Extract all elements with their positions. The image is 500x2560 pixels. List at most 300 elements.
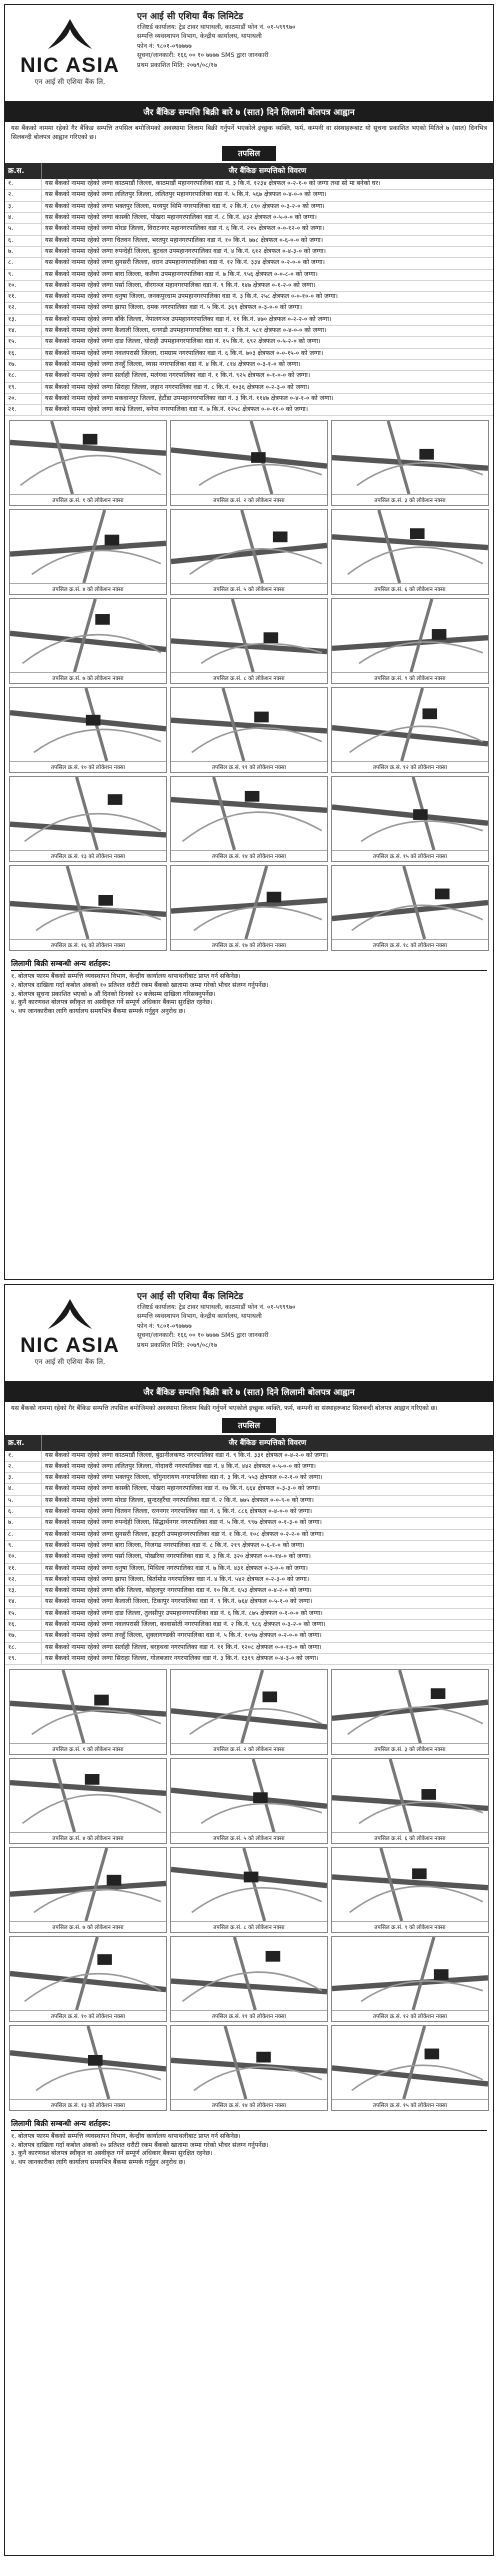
map-sketch — [10, 1848, 166, 1921]
property-marker-icon — [431, 1688, 446, 1699]
map-sketch — [10, 866, 166, 939]
column-header-description: जैर बैंकिङ सम्पत्तिको विवरण — [228, 1437, 307, 1447]
bank-logo-text: NIC ASIA — [20, 1334, 120, 1357]
row-description: यस बैंकको नाममा रहेको जग्गा सिराहा जिल्ला, गोलबजार नगरपालिका वडा नं. ३ कि.नं. १३१९ क्षेत्रफल ०-४-३-० को जग्गा। — [45, 1654, 319, 1662]
row-serial: १५. — [5, 1609, 42, 1619]
map-sketch — [332, 1759, 488, 1832]
row-serial: ७. — [5, 247, 42, 257]
row-serial: ४. — [5, 213, 42, 223]
property-marker-icon — [413, 810, 428, 821]
address-line: सूचना/जानकारी: १६६ ०० १० ७७७७ SMS द्वारा जानकारी — [137, 52, 269, 60]
row-serial: १३. — [5, 1586, 42, 1596]
table-row — [5, 224, 493, 235]
row-description: यस बैंकको नाममा रहेको जग्गा पर्सा जिल्ला, वीरगञ्ज महानगरपालिका वडा नं. ९ कि.नं. १४७ क्षेत्रफल ०-१-२-० को जग्गा। — [45, 281, 316, 289]
row-serial: ११. — [5, 1564, 42, 1574]
map-caption: तपसिल क्र.सं. २ को लोकेशन नक्सा — [171, 1743, 327, 1754]
row-description: यस बैंकको नाममा रहेको जग्गा चितवन जिल्ला, भरतपुर महानगरपालिका वडा नं. १० कि.नं. ७७८ क्षेत्रफल ०-६-०-० को जग्गा। — [45, 236, 323, 244]
map-sketch — [10, 777, 166, 850]
property-marker-icon — [419, 449, 434, 460]
row-serial: १६. — [5, 1620, 42, 1630]
rule-item: ३. बोलपत्र सूचना प्रकाशित भएको ७ औं दिनको दिनको १२ बजेसम्म दाखिला गरिसक्नुपर्नेछ। — [11, 990, 216, 998]
address-line: रजिष्टर्ड कार्यालय: ट्रेड टावर थापाथली, काठमाडौं फोन नं. ०१-५९९९७० — [137, 24, 296, 31]
row-description: यस बैंकको नाममा रहेको जग्गा धनुषा जिल्ला, जनकपुरधाम उपमहानगरपालिका वडा नं. ३ कि.नं. २५८ क्षेत्रफल ०-०-१०-० को जग्गा। — [45, 293, 338, 301]
row-serial: ५. — [5, 1496, 42, 1506]
row-description: यस बैंकको नाममा रहेको जग्गा मकवानपुर जिल्ला, हेटौंडा उपमहानगरपालिका वडा नं. ३ कि.नं. ११४७ क्षेत्रफल ०-४-१-० को जग्गा। — [45, 394, 334, 402]
table-row — [5, 292, 493, 303]
property-marker-icon — [86, 715, 101, 726]
map-caption: तपसिल क्र.सं. ११ को लोकेशन नक्सा — [171, 2010, 327, 2021]
property-marker-icon — [95, 614, 110, 625]
address-line: सम्पत्ति व्यवस्थापन विभाग, केन्द्रीय कार्यालय, थापाथली — [137, 1313, 262, 1321]
map-caption: तपसिल क्र.सं. ७ को लोकेशन नक्सा — [10, 1921, 166, 1932]
map-sketch — [332, 421, 488, 494]
map-sketch — [10, 1937, 166, 2010]
property-marker-icon — [253, 1793, 268, 1804]
property-marker-icon — [267, 892, 282, 903]
table-row — [5, 349, 493, 360]
map-caption: तपसिल क्र.सं. ८ को लोकेशन नक्सा — [171, 1921, 327, 1932]
row-description: यस बैंकको नाममा रहेको जग्गा कास्की जिल्ला, पोखरा महानगरपालिका वडा नं. ८ कि.नं. ४३२ क्षेत्रफल ०-५-०-० को जग्गा। — [45, 214, 317, 222]
row-description: यस बैंकको नाममा रहेको जग्गा कैलाली जिल्ला, टिकापुर नगरपालिका वडा नं. ९ कि.नं. ७६४ क्षेत्रफल ०-५-१-० को जग्गा। — [45, 1598, 313, 1606]
map-caption: तपसिल क्र.सं. ६ को लोकेशन नक्सा — [332, 583, 488, 594]
map-caption: तपसिल क्र.सं. ५ को लोकेशन नक्सा — [171, 1832, 327, 1843]
row-serial: ९. — [5, 1541, 42, 1551]
table-row — [5, 1643, 493, 1654]
property-marker-icon — [94, 1695, 109, 1706]
row-description: यस बैंकको नाममा रहेको जग्गा झापा जिल्ला, बिर्तामोड नगरपालिका वडा नं. ४ कि.नं. ५४२ क्षेत्रफल ०-२-३-० को जग्गा। — [45, 1575, 310, 1583]
map-caption: तपसिल क्र.सं. १७ को लोकेशन नक्सा — [171, 939, 327, 950]
location-map — [9, 2025, 167, 2111]
row-description: यस बैंकको नाममा रहेको जग्गा तनहुँ जिल्ला, शुक्लागण्डकी नगरपालिका वडा नं. ५ कि.नं. १०९७ क्षेत्रफल ०-२-०-० को जग्गा। — [45, 1632, 322, 1640]
map-sketch — [171, 510, 327, 583]
row-serial: १०. — [5, 281, 42, 291]
column-header-serial: क्र.स. — [5, 163, 42, 179]
table-row — [5, 394, 493, 405]
row-description: यस बैंकको नाममा रहेको जग्गा मोरङ जिल्ला, विराटनगर महानगरपालिका वडा नं. ६ कि.नं. २१५ क्षेत्रफल ०-०-१२-० को जग्गा। — [45, 225, 325, 233]
property-marker-icon — [422, 709, 437, 720]
row-serial: १२. — [5, 1575, 42, 1585]
property-marker-icon — [264, 633, 279, 644]
table-row — [5, 281, 493, 292]
table-row — [5, 1586, 493, 1597]
location-map — [9, 1936, 167, 2022]
location-maps — [5, 416, 493, 955]
map-sketch — [171, 1759, 327, 1832]
map-sketch — [10, 421, 166, 494]
row-serial: १५. — [5, 337, 42, 347]
map-sketch — [10, 1670, 166, 1743]
address-line: सम्पत्ति व्यवस्थापन विभाग, केन्द्रीय कार्यालय, थापाथली — [137, 33, 262, 41]
row-serial: १. — [5, 1451, 42, 1461]
table-row — [5, 1597, 493, 1608]
location-map — [170, 865, 328, 951]
map-caption: तपसिल क्र.सं. १० को लोकेशन नक्सा — [10, 2010, 166, 2021]
map-caption: तपसिल क्र.सं. ९ को लोकेशन नक्सा — [332, 672, 488, 683]
bank-logo — [11, 15, 129, 95]
bank-logo-subtext: एन आई सी एशिया बैंक लि. — [34, 1358, 106, 1366]
map-sketch — [171, 866, 327, 939]
address-lines — [137, 1303, 483, 1350]
bank-name: एन आई सी एशिया बैंक लिमिटेड — [137, 12, 244, 22]
map-sketch — [171, 777, 327, 850]
row-description: यस बैंकको नाममा रहेको जग्गा काठमाडौं जिल्ला, काठमाडौं महानगरपालिका वडा नं. ३ कि.नं. १२३४ क्षेत्रफल ०-२-१-० को जग्गा तथा सो मा बनेको घर। — [45, 180, 381, 188]
row-serial: ४. — [5, 1484, 42, 1494]
property-marker-icon — [256, 2052, 271, 2063]
rule-item: २. बोलपत्र दाखिला गर्दा कबोल अंकको १० प्रतिशत धरौटी रकम बैंकको खातामा जम्मा गरेको भौचर संलग्न गर्नुपर्नेछ। — [11, 982, 269, 990]
location-map — [9, 687, 167, 773]
table-row — [5, 1620, 493, 1631]
row-serial: १७. — [5, 360, 42, 370]
property-marker-icon — [244, 1872, 259, 1883]
property-marker-icon — [273, 532, 288, 543]
map-caption: तपसिल क्र.सं. ४ को लोकेशन नक्सा — [10, 1832, 166, 1843]
row-description: यस बैंकको नाममा रहेको जग्गा दाङ जिल्ला, घोराही उपमहानगरपालिका वडा नं. १५ कि.नं. ६९२ क्षेत्रफल ०-५-२-० को जग्गा। — [45, 338, 321, 346]
address-line: रजिष्टर्ड कार्यालय: ट्रेड टावर थापाथली, काठमाडौं फोन नं. ०१-५९९९७० — [137, 1304, 296, 1311]
property-marker-icon — [425, 2049, 440, 2060]
address-line: फोन नं: ९८०१-०९७७७७ — [137, 1322, 192, 1330]
row-description: यस बैंकको नाममा रहेको जग्गा धनुषा जिल्ला, मिथिला नगरपालिका वडा नं. ७ कि.नं. ४३१ क्षेत्रफल ०-३-०-० को जग्गा। — [45, 1564, 308, 1572]
map-caption: तपसिल क्र.सं. १३ को लोकेशन नक्सा — [10, 2099, 166, 2110]
row-description: यस बैंकको नाममा रहेको जग्गा सिराहा जिल्ला, लहान नगरपालिका वडा नं. ८ कि.नं. १०३६ क्षेत्रफल ०-२-३-० को जग्गा। — [45, 383, 310, 391]
address-lines — [137, 23, 483, 70]
row-description: यस बैंकको नाममा रहेको जग्गा सुनसरी जिल्ला, धरान उपमहानगरपालिका वडा नं. १२ कि.नं. ३३४ क्षेत्रफल ०-२-०-० को जग्गा। — [45, 259, 325, 267]
map-caption: तपसिल क्र.सं. १३ को लोकेशन नक्सा — [10, 850, 166, 861]
map-sketch — [171, 688, 327, 761]
notice-header — [5, 5, 493, 102]
row-serial: १९. — [5, 383, 42, 393]
map-caption: तपसिल क्र.सं. ४ को लोकेशन नक्सा — [10, 583, 166, 594]
row-serial: ८. — [5, 258, 42, 268]
location-map — [170, 1936, 328, 2022]
row-description: यस बैंकको नाममा रहेको जग्गा रुपन्देही जिल्ला, सिद्धार्थनगर नगरपालिका वडा नं. ५ कि.नं. ९९७ क्षेत्रफल ०-१-३-० को जग्गा। — [45, 1519, 322, 1527]
auction-notice-1 — [4, 4, 494, 1280]
row-description: यस बैंकको नाममा रहेको जग्गा काभ्रे जिल्ला, बनेपा नगरपालिका वडा नं. ७ कि.नं. १२५८ क्षेत्रफल ०-०-११-० को जग्गा। — [45, 406, 309, 414]
row-serial: २. — [5, 1462, 42, 1472]
map-sketch — [171, 421, 327, 494]
row-description: यस बैंकको नाममा रहेको जग्गा नवलपरासी जिल्ला, कावासोती नगरपालिका वडा नं. २ कि.नं. ९८६ क्षेत्रफल ०-३-२-० को जग्गा। — [45, 1621, 326, 1629]
location-map — [331, 2025, 489, 2111]
map-sketch — [332, 1937, 488, 2010]
location-map — [331, 598, 489, 684]
property-marker-icon — [412, 1869, 427, 1880]
map-sketch — [10, 688, 166, 761]
notice-title: जैर बैंकिङ सम्पत्ति बिक्री बारे ७ (सात) दिने लिलामी बोलपत्र आह्वान — [5, 1382, 493, 1402]
column-header-serial: क्र.स. — [5, 1435, 42, 1451]
rule-item: ४. थप जानकारीका लागि कार्यालय समयभित्र बैंकमा सम्पर्क गर्नुहुन अनुरोध छ। — [11, 2159, 186, 2167]
property-marker-icon — [107, 1875, 122, 1886]
row-serial: ७. — [5, 1518, 42, 1528]
row-serial: १. — [5, 179, 42, 189]
map-caption: तपसिल क्र.सं. ११ को लोकेशन नक्सा — [171, 761, 327, 772]
map-sketch — [332, 1848, 488, 1921]
bank-logo-emblem — [40, 15, 100, 55]
table-row — [5, 1496, 493, 1507]
row-serial: २०. — [5, 394, 42, 404]
rules-title: लिलामी बिक्री सम्बन्धी अन्य शर्तहरू: — [11, 959, 487, 971]
location-map — [331, 1669, 489, 1755]
property-marker-icon — [421, 1789, 436, 1800]
map-sketch — [10, 1759, 166, 1832]
location-map — [331, 776, 489, 862]
location-map — [9, 1847, 167, 1933]
table-row — [5, 1518, 493, 1529]
row-description: यस बैंकको नाममा रहेको जग्गा ललितपुर जिल्ला, ललितपुर महानगरपालिका वडा नं. ५ कि.नं. ५६७ क्षेत्रफल ०-४-०-० को जग्गा। — [45, 191, 327, 199]
location-map — [9, 420, 167, 506]
rule-item: ५. थप जानकारीका लागि कार्यालय समयभित्र बैंकमा सम्पर्क गर्नुहुन अनुरोध छ। — [11, 1007, 186, 1015]
location-map — [9, 598, 167, 684]
table-row — [5, 236, 493, 247]
table-row — [5, 1462, 493, 1473]
property-marker-icon — [245, 791, 260, 802]
schedule-label: तपसिल — [222, 1418, 276, 1433]
rules-title: लिलामी बिक्री सम्बन्धी अन्य शर्तहरू: — [11, 2119, 487, 2131]
row-description: यस बैंकको नाममा रहेको जग्गा बाँके जिल्ला, कोहलपुर नगरपालिका वडा नं. १० कि.नं. ६५३ क्षेत्रफल ०-४-२-० को जग्गा। — [45, 1587, 312, 1595]
table-header — [5, 163, 493, 179]
property-marker-icon — [251, 453, 266, 464]
row-serial: ६. — [5, 1507, 42, 1517]
row-description: यस बैंकको नाममा रहेको जग्गा सर्लाही जिल्ला, बरहथवा नगरपालिका वडा नं. ११ कि.नं. १२०८ क्षेत्रफल ०-०-१३-० को जग्गा। — [45, 1643, 322, 1651]
property-marker-icon — [432, 629, 447, 640]
location-map — [331, 865, 489, 951]
map-caption: तपसिल क्र.सं. १५ को लोकेशन नक्सा — [332, 2099, 488, 2110]
table-row — [5, 1564, 493, 1575]
map-caption: तपसिल क्र.सं. १ को लोकेशन नक्सा — [10, 1743, 166, 1754]
location-map — [170, 1758, 328, 1844]
map-caption: तपसिल क्र.सं. १० को लोकेशन नक्सा — [10, 761, 166, 772]
property-marker-icon — [108, 795, 123, 806]
row-description: यस बैंकको नाममा रहेको जग्गा चितवन जिल्ला, रत्ननगर नगरपालिका वडा नं. ६ कि.नं. ८८६ क्षेत्रफल ०-४-०-० को जग्गा। — [45, 1508, 313, 1516]
location-map — [170, 509, 328, 595]
row-description: यस बैंकको नाममा रहेको जग्गा मोरङ जिल्ला, सुन्दरहरैंचा नगरपालिका वडा नं. २ कि.नं. ७७५ क्षेत्रफल ०-०-९-० को जग्गा। — [45, 1496, 314, 1504]
map-caption: तपसिल क्र.सं. २ को लोकेशन नक्सा — [171, 494, 327, 505]
map-caption: तपसिल क्र.सं. १२ को लोकेशन नक्सा — [332, 761, 488, 772]
row-description: यस बैंकको नाममा रहेको जग्गा भक्तपुर जिल्ला, मध्यपुर थिमि नगरपालिका वडा नं. २ कि.नं. ८९० क्षेत्रफल ०-३-२-० को जग्गा। — [45, 202, 325, 210]
map-caption: तपसिल क्र.सं. ९ को लोकेशन नक्सा — [332, 1921, 488, 1932]
property-marker-icon — [263, 1692, 278, 1703]
property-table — [5, 1451, 493, 1666]
location-map — [170, 1847, 328, 1933]
table-row — [5, 179, 493, 190]
table-row — [5, 1507, 493, 1518]
rule-item: ३. कुनै कारणवश बोलपत्र स्वीकृत वा अस्वीकृत गर्ने सम्पूर्ण अधिकार बैंकमा सुरक्षित रहनेछ। — [11, 2150, 213, 2158]
row-description: यस बैंकको नाममा रहेको जग्गा भक्तपुर जिल्ला, चाँगुनारायण नगरपालिका वडा नं. ३ कि.नं. ५५३ क्षेत्रफल ०-२-१-० को जग्गा। — [45, 1474, 323, 1482]
row-serial: १०. — [5, 1552, 42, 1562]
map-caption: तपसिल क्र.सं. ३ को लोकेशन नक्सा — [332, 494, 488, 505]
row-description: यस बैंकको नाममा रहेको जग्गा नवलपरासी जिल्ला, रामग्राम नगरपालिका वडा नं. ६ कि.नं. ७०३ क्षेत्रफल ०-०-१५-० को जग्गा। — [45, 349, 324, 357]
table-row — [5, 337, 493, 348]
property-marker-icon — [410, 529, 425, 540]
map-sketch — [332, 777, 488, 850]
location-maps — [5, 1665, 493, 2115]
location-map — [9, 509, 167, 595]
table-row — [5, 405, 493, 416]
rule-item: १. बोलपत्र फारम बैंकको सम्पत्ति व्यवस्थापन विभाग, केन्द्रीय कार्यालय थापाथलीबाट प्राप्त गर्न सकिनेछ। — [11, 2133, 241, 2141]
location-map — [331, 687, 489, 773]
location-map — [170, 1669, 328, 1755]
bank-name: एन आई सी एशिया बैंक लिमिटेड — [137, 1292, 244, 1302]
notice-title: जैर बैंकिङ सम्पत्ति बिक्री बारे ७ (सात) दिने लिलामी बोलपत्र आह्वान — [5, 102, 493, 122]
location-map — [170, 776, 328, 862]
row-serial: ९. — [5, 270, 42, 280]
row-description: यस बैंकको नाममा रहेको जग्गा ललितपुर जिल्ला, गोदावरी नगरपालिका वडा नं. ४ कि.नं. ४४२ क्षेत्रफल ०-५-०-० को जग्गा। — [45, 1462, 316, 1470]
row-serial: १६. — [5, 349, 42, 359]
location-map — [170, 598, 328, 684]
location-map — [170, 420, 328, 506]
map-sketch — [332, 866, 488, 939]
row-serial: १३. — [5, 315, 42, 325]
schedule-label: तपसिल — [222, 146, 276, 161]
bank-logo-emblem — [40, 1295, 100, 1335]
property-marker-icon — [266, 1951, 281, 1962]
map-caption: तपसिल क्र.सं. १४ को लोकेशन नक्सा — [171, 2099, 327, 2110]
table-row — [5, 213, 493, 224]
map-caption: तपसिल क्र.सं. १४ को लोकेशन नक्सा — [171, 850, 327, 861]
rule-item: १. बोलपत्र फारम बैंकको सम्पत्ति व्यवस्थापन विभाग, केन्द्रीय कार्यालय थापाथलीबाट प्राप्त गर्न सकिनेछ। — [11, 973, 241, 981]
row-description: यस बैंकको नाममा रहेको जग्गा दाङ जिल्ला, तुलसीपुर उपमहानगरपालिका वडा नं. ६ कि.नं. ८७५ क्षेत्रफल ०-१-०-० को जग्गा। — [45, 1609, 323, 1617]
table-row — [5, 1451, 493, 1462]
map-sketch — [10, 599, 166, 672]
location-map — [9, 865, 167, 951]
property-marker-icon — [85, 1774, 100, 1785]
property-table — [5, 179, 493, 416]
rule-item: २. बोलपत्र दाखिला गर्दा कबोल अंकको १० प्रतिशत धरौटी रकम बैंकको खातामा जम्मा गरेको भौचर संलग्न गर्नुपर्नेछ। — [11, 2141, 269, 2149]
bank-logo-subtext: एन आई सी एशिया बैंक लि. — [34, 78, 106, 86]
property-marker-icon — [98, 895, 113, 906]
table-row — [5, 1484, 493, 1495]
table-row — [5, 1530, 493, 1541]
row-serial: १४. — [5, 1597, 42, 1607]
table-row — [5, 1654, 493, 1665]
row-description: यस बैंकको नाममा रहेको जग्गा रुपन्देही जिल्ला, बुटवल उपमहानगरपालिका वडा नं. ४ कि.नं. ६१२ क्षेत्रफल ०-४-३-० को जग्गा। — [45, 247, 326, 255]
table-row — [5, 303, 493, 314]
map-sketch — [332, 688, 488, 761]
row-serial: २. — [5, 190, 42, 200]
auction-rules — [5, 2115, 493, 2171]
table-row — [5, 1541, 493, 1552]
row-description: यस बैंकको नाममा रहेको जग्गा बाँके जिल्ला, नेपालगञ्ज उपमहानगरपालिका वडा नं. ११ कि.नं. ४७० क्षेत्रफल ०-२-२-० को जग्गा। — [45, 315, 332, 323]
notice-intro: यस बैंकको नाममा रहेको गैर बैंकिङ सम्पत्ति तपसिल बमोजिमको अवस्थामा लिलाम बिक्री गर्नुपर्ने भएकोले इच्छुक व्यक्ति, फर्म, कम्पनी वा संस्थाहरूबाट सिलबन्दी बोलपत्र आह्वान गरिएको छ। — [11, 1405, 438, 1412]
row-description: यस बैंकको नाममा रहेको जग्गा झापा जिल्ला, दमक नगरपालिका वडा नं. ५ कि.नं. ३६९ क्षेत्रफल ०-३-०-० को जग्गा। — [45, 304, 302, 312]
table-row — [5, 371, 493, 382]
map-caption: तपसिल क्र.सं. ५ को लोकेशन नक्सा — [171, 583, 327, 594]
row-serial: १४. — [5, 326, 42, 336]
map-sketch — [171, 599, 327, 672]
bank-contact-info — [137, 11, 483, 70]
table-row — [5, 383, 493, 394]
location-map — [331, 509, 489, 595]
map-caption: तपसिल क्र.सं. ७ को लोकेशन नक्सा — [10, 672, 166, 683]
property-marker-icon — [83, 434, 98, 445]
address-line: प्रथम प्रकाशित मिति: २०७९/०८/१७ — [137, 1341, 218, 1349]
map-sketch — [10, 510, 166, 583]
row-serial: ६. — [5, 236, 42, 246]
location-map — [9, 776, 167, 862]
map-caption: तपसिल क्र.सं. १८ को लोकेशन नक्सा — [332, 939, 488, 950]
map-sketch — [332, 1670, 488, 1743]
bank-contact-info — [137, 1291, 483, 1350]
notice-intro: यस बैंकको नाममा रहेको गैर बैंकिङ सम्पत्ति तपसिल बमोजिमको अवस्थामा लिलाम बिक्री गर्नुपर्ने भएकोले इच्छुक व्यक्ति, फर्म, कम्पनी वा संस्थाहरूबाट यो सूचना प्रकाशित भएको मितिले ७ (सात) दिनभित्र सिलबन्दी बोलपत्र आह्वान गरिएको छ। — [11, 125, 487, 141]
auction-rules — [5, 955, 493, 1020]
property-marker-icon — [254, 712, 269, 723]
row-serial: ३. — [5, 202, 42, 212]
row-serial: ३. — [5, 1473, 42, 1483]
row-serial: ८. — [5, 1530, 42, 1540]
auction-notice-2 — [4, 1284, 494, 2556]
map-caption: तपसिल क्र.सं. १५ को लोकेशन नक्सा — [332, 850, 488, 861]
map-sketch — [332, 2026, 488, 2099]
table-row — [5, 1609, 493, 1620]
map-sketch — [332, 599, 488, 672]
location-map — [9, 1669, 167, 1755]
row-serial: ११. — [5, 292, 42, 302]
map-caption: तपसिल क्र.सं. १६ को लोकेशन नक्सा — [10, 939, 166, 950]
table-row — [5, 315, 493, 326]
location-map — [331, 420, 489, 506]
table-row — [5, 258, 493, 269]
map-sketch — [10, 2026, 166, 2099]
row-description: यस बैंकको नाममा रहेको जग्गा सुनसरी जिल्ला, इटहरी उपमहानगरपालिका वडा नं. १ कि.नं. १०८ क्षेत्रफल ०-२-२-० को जग्गा। — [45, 1530, 324, 1538]
row-description: यस बैंकको नाममा रहेको जग्गा सर्लाही जिल्ला, मलंगवा नगरपालिका वडा नं. १ कि.नं. ९२५ क्षेत्रफल ०-१-०-० को जग्गा। — [45, 372, 311, 380]
location-map — [331, 1936, 489, 2022]
rule-item: ४. कुनै कारणवश बोलपत्र स्वीकृत वा अस्वीकृत गर्ने सम्पूर्ण अधिकार बैंकमा सुरक्षित रहनेछ। — [11, 999, 213, 1007]
row-serial: १९. — [5, 1654, 42, 1664]
property-marker-icon — [97, 1954, 112, 1965]
map-caption: तपसिल क्र.सं. ३ को लोकेशन नक्सा — [332, 1743, 488, 1754]
property-marker-icon — [434, 1969, 449, 1980]
bank-logo-text: NIC ASIA — [20, 54, 120, 77]
row-description: यस बैंकको नाममा रहेको जग्गा कास्की जिल्ला, पोखरा महानगरपालिका वडा नं. १७ कि.नं. ६६४ क्षेत्रफल ०-३-३-० को जग्गा। — [45, 1485, 321, 1493]
table-row — [5, 1575, 493, 1586]
map-caption: तपसिल क्र.सं. १ को लोकेशन नक्सा — [10, 494, 166, 505]
table-header — [5, 1435, 493, 1451]
schedule-heading — [5, 1417, 493, 1435]
table-row — [5, 1631, 493, 1642]
table-row — [5, 326, 493, 337]
row-serial: १२. — [5, 303, 42, 313]
row-serial: ५. — [5, 224, 42, 234]
map-caption: तपसिल क्र.सं. ६ को लोकेशन नक्सा — [332, 1832, 488, 1843]
table-row — [5, 202, 493, 213]
table-row — [5, 247, 493, 258]
location-map — [170, 687, 328, 773]
address-line: फोन नं: ९८०१-०९७७७७ — [137, 42, 192, 50]
location-map — [331, 1847, 489, 1933]
location-map — [331, 1758, 489, 1844]
property-marker-icon — [105, 535, 120, 546]
schedule-heading — [5, 145, 493, 163]
row-serial: २१. — [5, 405, 42, 415]
row-serial: १७. — [5, 1631, 42, 1641]
table-row — [5, 1552, 493, 1563]
row-description: यस बैंकको नाममा रहेको जग्गा पर्सा जिल्ला, पोखरिया नगरपालिका वडा नं. ३ कि.नं. ३२० क्षेत्रफल ०-०-१४-० को जग्गा। — [45, 1553, 311, 1561]
map-sketch — [171, 1670, 327, 1743]
map-sketch — [171, 1848, 327, 1921]
map-sketch — [171, 1937, 327, 2010]
property-marker-icon — [88, 2055, 103, 2066]
row-serial: १८. — [5, 371, 42, 381]
row-description: यस बैंकको नाममा रहेको जग्गा बारा जिल्ला, निजगढ नगरपालिका वडा नं. ८ कि.नं. २१९ क्षेत्रफल ०-६-१-० को जग्गा। — [45, 1541, 305, 1549]
row-description: यस बैंकको नाममा रहेको जग्गा काठमाडौं जिल्ला, बुढानीलकण्ठ नगरपालिका वडा नं. ९ कि.नं. ३३१ क्षेत्रफल ०-४-२-० को जग्गा। — [45, 1451, 329, 1459]
table-row — [5, 1473, 493, 1484]
map-caption: तपसिल क्र.सं. १२ को लोकेशन नक्सा — [332, 2010, 488, 2021]
row-description: यस बैंकको नाममा रहेको जग्गा तनहुँ जिल्ला, व्यास नगरपालिका वडा नं. ४ कि.नं. ८१४ क्षेत्रफल ०-३-१-० को जग्गा। — [45, 360, 301, 368]
rules-list — [11, 973, 487, 1016]
row-description: यस बैंकको नाममा रहेको जग्गा कैलाली जिल्ला, धनगढी उपमहानगरपालिका वडा नं. २ कि.नं. ५८१ क्षेत्रफल ०-४-०-० को जग्गा। — [45, 327, 327, 335]
map-sketch — [332, 510, 488, 583]
address-line: सूचना/जानकारी: १६६ ०० १० ७७७७ SMS द्वारा जानकारी — [137, 1332, 269, 1340]
table-row — [5, 270, 493, 281]
map-caption: तपसिल क्र.सं. ८ को लोकेशन नक्सा — [171, 672, 327, 683]
